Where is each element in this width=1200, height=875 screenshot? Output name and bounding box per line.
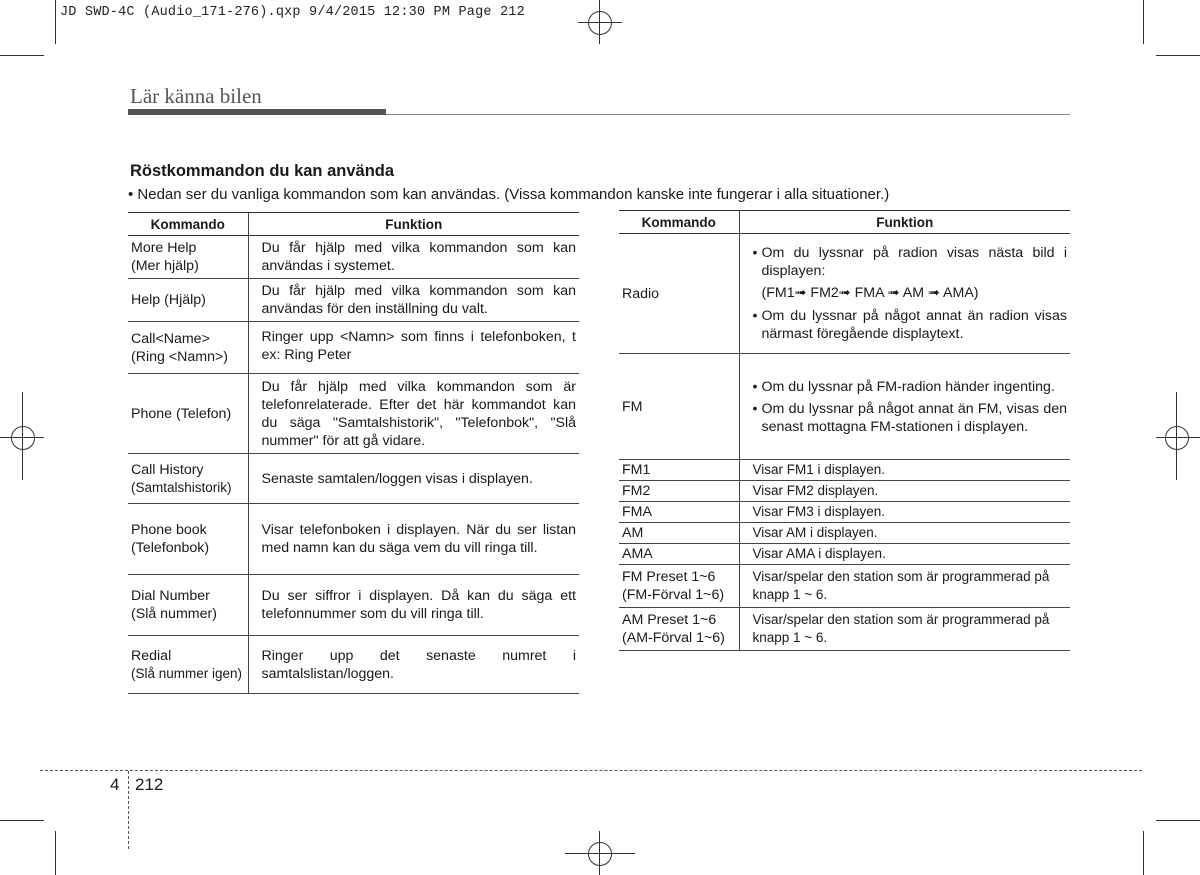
column-header: Kommando [128, 213, 248, 236]
command-cell: Phone (Telefon) [128, 374, 248, 454]
table-row [619, 481, 1070, 502]
left-command-table [128, 212, 579, 694]
table-row [619, 460, 1070, 481]
crop-mark [55, 831, 56, 875]
function-cell: Du får hjälp med vilka kommandon som kan användas för den inställning du valt. [248, 279, 579, 322]
command-cell: Help (Hjälp) [128, 279, 248, 322]
table-row [619, 544, 1070, 565]
column-header: Funktion [739, 211, 1070, 234]
crop-mark [0, 820, 44, 821]
table-row [619, 523, 1070, 544]
function-cell: Visar FM1 i displayen. [739, 460, 1070, 481]
function-cell: Ringer upp <Namn> som finns i telefonboken, t ex: Ring Peter [248, 322, 579, 374]
function-cell: Du ser siffror i displayen. Då kan du säga ett telefonnummer som du vill ringa till. [248, 575, 579, 636]
command-cell: FMA [619, 502, 739, 523]
section-title: Röstkommandon du kan använda [130, 162, 395, 180]
crop-mark [0, 55, 44, 56]
command-cell: FM Preset 1~6 (FM-Förval 1~6) [619, 565, 739, 608]
function-cell: Du får hjälp med vilka kommandon som kan användas i systemet. [248, 236, 579, 279]
function-cell: Visar FM3 i displayen. [739, 502, 1070, 523]
crop-mark [1156, 820, 1200, 821]
table-row [128, 279, 579, 322]
command-cell: Call<Name> (Ring <Namn>) [128, 322, 248, 374]
footer-rule [40, 770, 1142, 771]
print-slug: JD SWD-4C (Audio_171-276).qxp 9/4/2015 12:30 PM Page 212 [60, 5, 525, 20]
table-row [128, 374, 579, 454]
crop-mark [1156, 55, 1200, 56]
table-row [619, 354, 1070, 460]
table-row [128, 454, 579, 504]
function-cell: Visar AMA i displayen. [739, 544, 1070, 565]
right-command-table [619, 210, 1070, 651]
crop-mark [1143, 0, 1144, 44]
intro-text: • Nedan ser du vanliga kommandon som kan användas. (Vissa kommandon kanske inte fungerar i alla situationer.) [128, 186, 890, 203]
table-row [619, 565, 1070, 608]
command-cell: More Help (Mer hjälp) [128, 236, 248, 279]
table-row [128, 636, 579, 694]
command-cell: FM1 [619, 460, 739, 481]
function-cell: Visar AM i displayen. [739, 523, 1070, 544]
header-rule-accent [128, 109, 386, 115]
column-header: Kommando [619, 211, 739, 234]
table-header-row [128, 213, 579, 236]
chapter-title: Lär känna bilen [130, 84, 262, 108]
function-cell: • Om du lyssnar på FM-radion händer ingenting. • Om du lyssnar på något annat än FM, visas den senast mottagna FM-stationen i displayen. [739, 354, 1070, 460]
footer-divider [128, 771, 129, 849]
crop-mark [1143, 831, 1144, 875]
chapter-number: 4 [110, 775, 120, 794]
command-cell: FM2 [619, 481, 739, 502]
table-header-row [619, 211, 1070, 234]
command-cell: Call History (Samtalshistorik) [128, 454, 248, 504]
table-row [619, 502, 1070, 523]
command-cell: Dial Number (Slå nummer) [128, 575, 248, 636]
function-cell: • Om du lyssnar på radion visas nästa bild i displayen: (FM1➟ FM2➟ FMA ➟ AM ➟ AMA) • Om du lyssnar på något annat än radion visas närmast föregående displaytext. [739, 234, 1070, 354]
table-row [128, 322, 579, 374]
function-cell: Ringer upp det senaste numret i samtalslistan/loggen. [248, 636, 579, 694]
command-cell: Radio [619, 234, 739, 354]
command-cell: Phone book (Telefonbok) [128, 504, 248, 575]
function-cell: Senaste samtalen/loggen visas i displayen. [248, 454, 579, 504]
command-cell: AM Preset 1~6 (AM-Förval 1~6) [619, 608, 739, 651]
command-cell: AM [619, 523, 739, 544]
function-cell: Du får hjälp med vilka kommandon som är telefonrelaterade. Efter det här kommandot kan du säga "Samtalshistorik", "Telefonbok", "Slå nummer" för att gå vidare. [248, 374, 579, 454]
function-cell: Visar FM2 displayen. [739, 481, 1070, 502]
table-row [128, 504, 579, 575]
table-row [128, 575, 579, 636]
table-row [128, 236, 579, 279]
crop-mark [55, 0, 56, 44]
command-cell: AMA [619, 544, 739, 565]
function-cell: Visar/spelar den station som är programmerad på knapp 1 ~ 6. [739, 565, 1070, 608]
command-cell: FM [619, 354, 739, 460]
table-row [619, 234, 1070, 354]
column-header: Funktion [248, 213, 579, 236]
function-cell: Visar telefonboken i displayen. När du ser listan med namn kan du säga vem du vill ringa till. [248, 504, 579, 575]
function-cell: Visar/spelar den station som är programmerad på knapp 1 ~ 6. [739, 608, 1070, 651]
command-cell: Redial (Slå nummer igen) [128, 636, 248, 694]
table-row [619, 608, 1070, 651]
page-number: 212 [135, 775, 164, 794]
